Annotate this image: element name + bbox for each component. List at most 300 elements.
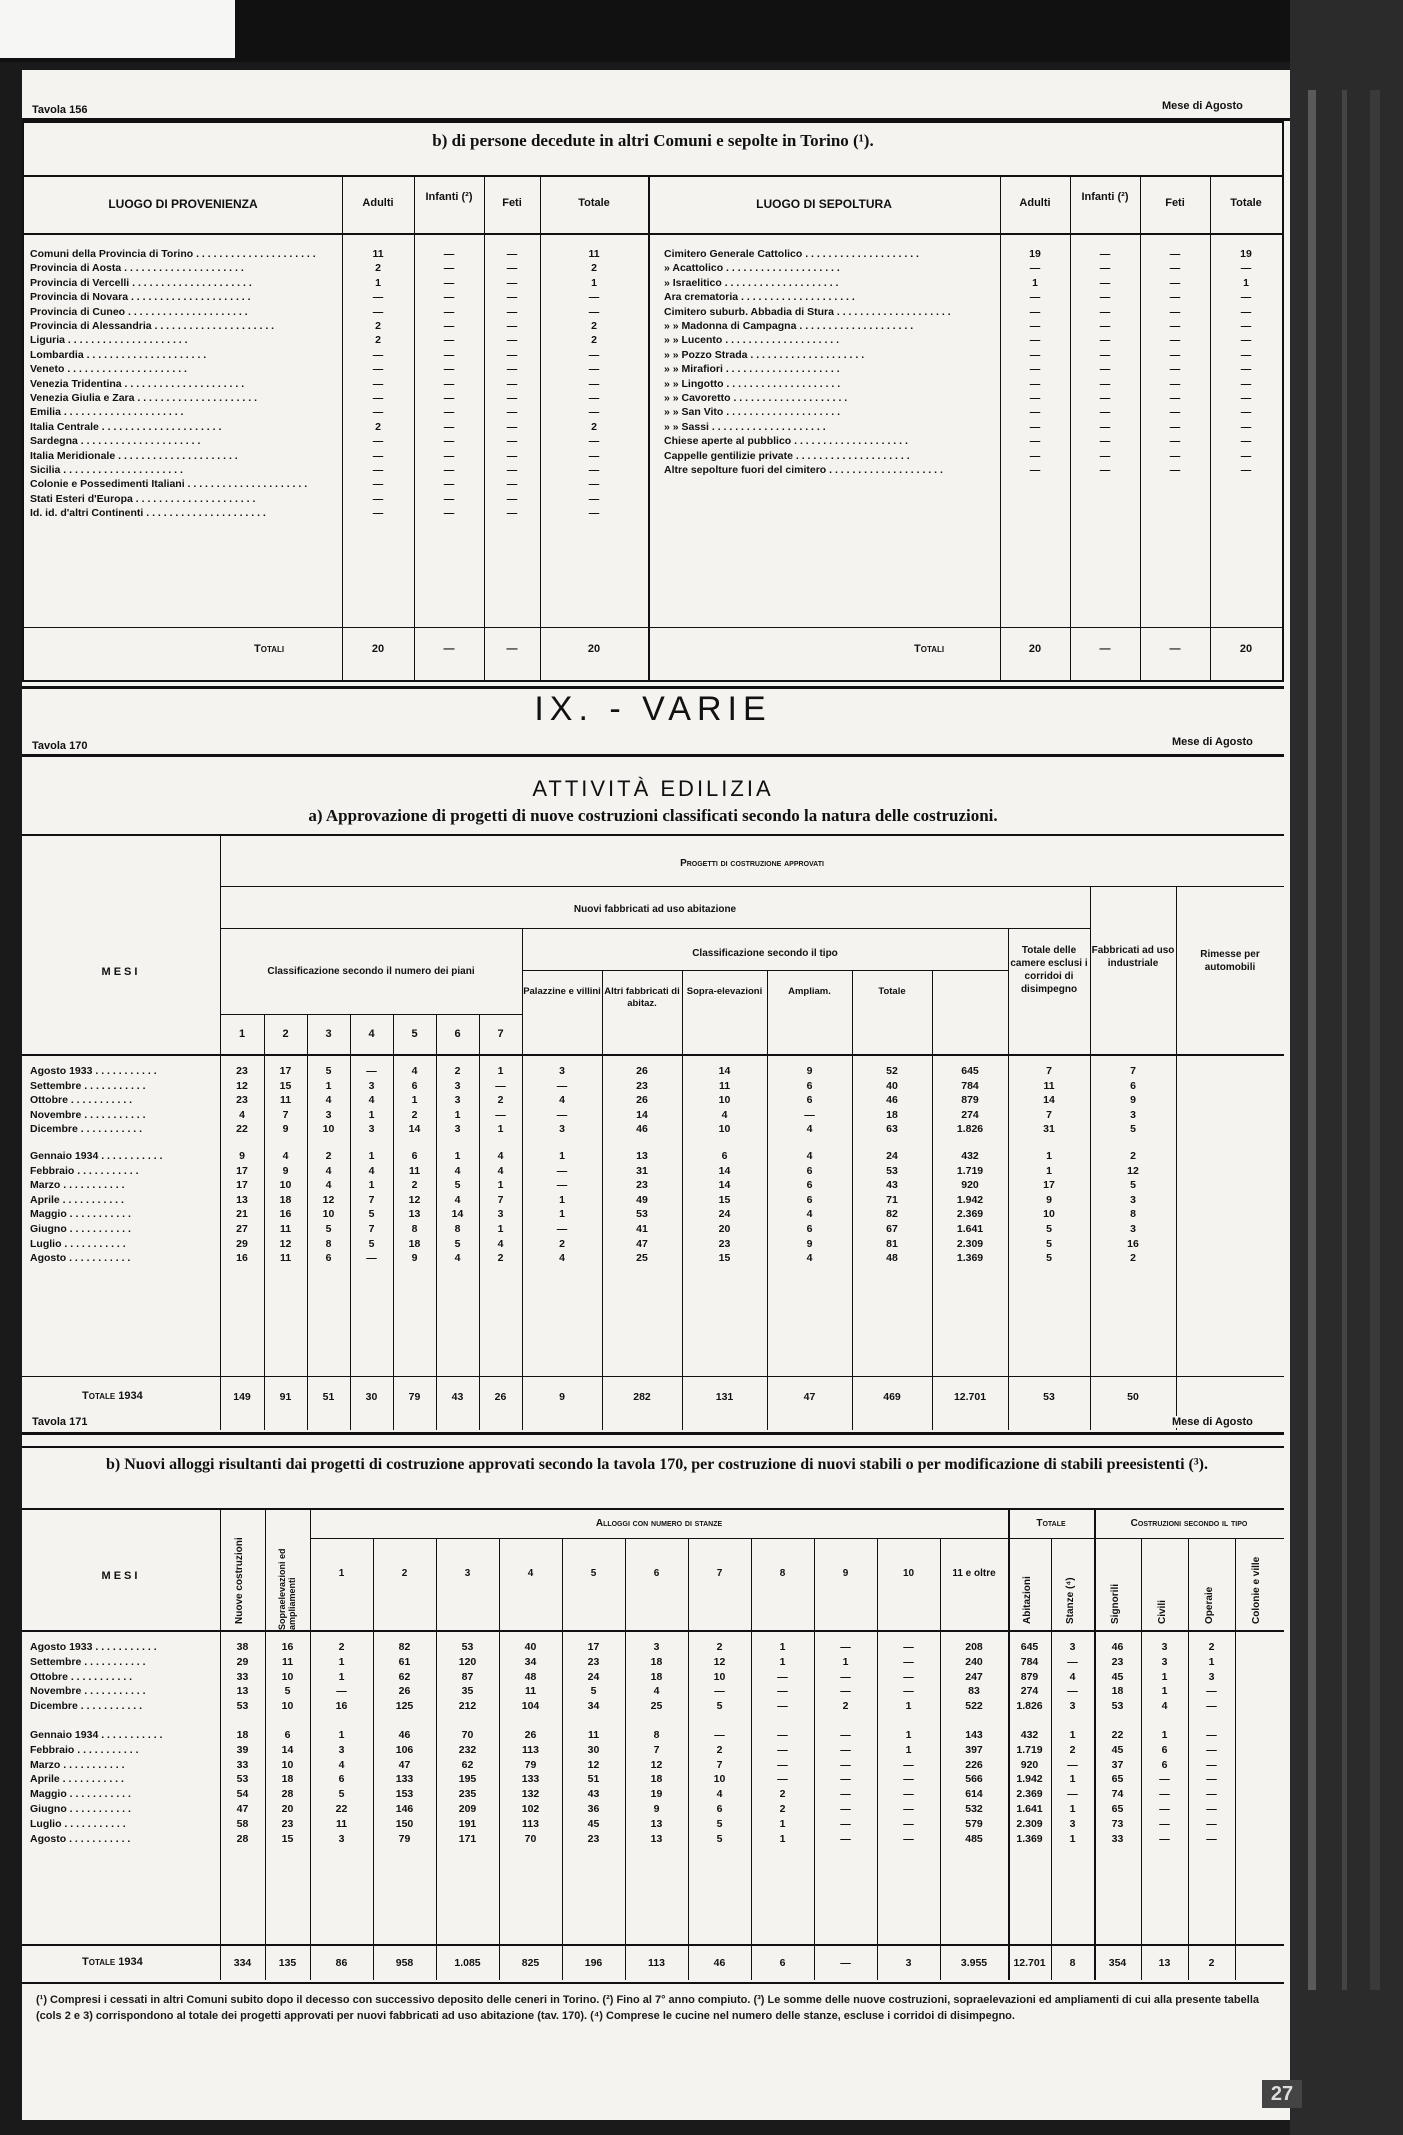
t171-cell: —	[903, 1817, 914, 1830]
t170-total-cell: 51	[322, 1391, 335, 1403]
tipo-col-header: Altri fabbricati di abitaz.	[604, 986, 680, 1009]
provenienza-label: Italia Meridionale . . . . . . . . . . . . . . . . . . . . .	[30, 449, 238, 462]
header-sepoltura: LUOGO DI SEPOLTURA	[756, 197, 892, 211]
t171-cell: —	[840, 1817, 851, 1830]
t171-total-cell: —	[840, 1957, 851, 1969]
t171-cell: 30	[587, 1743, 600, 1756]
t170-cell: 17	[236, 1179, 248, 1192]
t171-cell: 432	[1020, 1729, 1039, 1741]
t170-cell: 5	[1046, 1223, 1052, 1235]
mese-label: Luglio . . . . . . . . . . .	[30, 1237, 126, 1250]
t170-cell: 17	[279, 1065, 292, 1077]
mese-label: Giugno . . . . . . . . . . .	[30, 1223, 131, 1235]
t171-cell: 1	[1069, 1773, 1076, 1786]
t171-cell: 10	[281, 1700, 294, 1713]
total-right-adulti: 20	[1028, 643, 1042, 655]
mese-label: Agosto . . . . . . . . . . .	[30, 1832, 131, 1845]
totale-col-header	[1008, 1540, 1051, 1628]
t171-cell: 4	[1161, 1700, 1168, 1713]
t170-total-cell: 131	[715, 1391, 734, 1403]
adulti-cell: —	[372, 305, 384, 318]
t170-cell: 14	[1043, 1094, 1055, 1107]
t171-h-costr: Costruzioni secondo il tipo	[1130, 1518, 1248, 1529]
piani-col-header: 3	[325, 1028, 332, 1040]
t171-cell: 61	[398, 1655, 411, 1668]
feti-cell: —	[506, 363, 518, 376]
t170-cell: 8	[454, 1223, 461, 1235]
t171-cell: 1	[1069, 1832, 1076, 1845]
infanti-cell: —	[1099, 320, 1111, 332]
header-infanti-right: Infanti (²)	[1081, 191, 1129, 203]
adulti-cell: —	[1029, 363, 1041, 376]
t170-cell: 10	[322, 1208, 335, 1221]
t171-cell: —	[777, 1743, 788, 1756]
t170-cell: 4	[806, 1252, 813, 1265]
t170-cell: 4	[454, 1193, 461, 1206]
t171-cell: 24	[587, 1670, 600, 1683]
feti-cell: —	[506, 291, 518, 304]
t171-total-cell: 113	[648, 1957, 665, 1969]
totale-cell: 2	[591, 334, 597, 347]
t171-cell: 1	[1161, 1729, 1168, 1741]
t171-cell: 879	[1020, 1670, 1039, 1683]
t171-cell: 13	[236, 1685, 249, 1698]
t170-cell: 3	[497, 1208, 504, 1221]
t171-cell: 120	[458, 1655, 477, 1668]
t171-cell: 209	[458, 1803, 477, 1815]
t171-cell: 26	[524, 1729, 537, 1741]
t170-cell: 6	[721, 1150, 728, 1162]
t171-cell: 53	[236, 1700, 249, 1713]
t171-cell: 226	[965, 1758, 983, 1771]
t170-total-cell: 30	[365, 1391, 378, 1403]
t171-cell: 23	[1111, 1655, 1124, 1668]
t171-cell: 133	[395, 1773, 414, 1786]
t170-cell: —	[556, 1164, 568, 1177]
t171-total-cell: 1.085	[454, 1957, 481, 1969]
adulti-cell: 1	[1032, 276, 1038, 289]
t171-total-cell: 46	[713, 1957, 726, 1969]
t171-cell: 2	[842, 1700, 849, 1713]
t171-cell: 2	[1069, 1743, 1076, 1756]
mese-label: Agosto . . . . . . . . . . .	[30, 1252, 131, 1265]
t171-h-sopra: Sopraelevazioni ed ampliamenti	[277, 1548, 297, 1630]
infanti-cell: —	[443, 449, 455, 462]
t171-cell: 28	[281, 1788, 294, 1801]
t170-cell: 1	[325, 1079, 332, 1092]
adulti-cell: —	[372, 377, 384, 390]
t170-cell: 2	[411, 1179, 418, 1192]
t170-cell: 4	[806, 1208, 813, 1221]
t171-cell: 74	[1111, 1788, 1124, 1801]
t171-total-cell: 3.955	[960, 1957, 988, 1969]
t171-total-cell: 13	[1158, 1957, 1171, 1969]
totale-cell: —	[1240, 348, 1252, 361]
totale-cell: 2	[591, 262, 597, 275]
t171-cell: 3	[1069, 1700, 1076, 1713]
t170-cell: 67	[886, 1223, 898, 1235]
t171-cell: 18	[650, 1670, 663, 1683]
mese-label: Giugno . . . . . . . . . . .	[30, 1803, 131, 1815]
t171-cell: 20	[281, 1803, 294, 1815]
t170-cell: 7	[368, 1193, 375, 1206]
t171-cell: 143	[965, 1729, 983, 1741]
t170-cell: 3	[559, 1065, 565, 1077]
t171-cell: 53	[461, 1641, 474, 1653]
mese-label: Maggio . . . . . . . . . . .	[30, 1788, 131, 1801]
t171-cell: 46	[1111, 1641, 1124, 1653]
totali-label-left: Totali	[254, 643, 285, 655]
t170-cell: 71	[886, 1193, 898, 1206]
provenienza-label: Provincia di Novara . . . . . . . . . . . . . . . . . . . . .	[30, 291, 251, 304]
t171-cell: —	[777, 1700, 788, 1713]
alloggi-col-header: 6	[653, 1568, 660, 1579]
t171-cell: 10	[281, 1670, 294, 1683]
t170-cell: 16	[279, 1208, 292, 1221]
totale-cell: —	[1240, 320, 1252, 332]
infanti-cell: —	[443, 363, 455, 376]
t171-cell: 1	[779, 1641, 786, 1653]
t171-cell: 53	[1111, 1700, 1124, 1713]
t171-cell: 73	[1111, 1817, 1124, 1830]
t171-h-alloggi: Alloggi con numero di stanze	[595, 1518, 723, 1529]
t170-total-cell: 47	[803, 1391, 816, 1403]
t171-cell: 2.369	[1016, 1788, 1043, 1801]
t170-cell: 10	[718, 1123, 731, 1136]
t170-cell: 6	[806, 1094, 813, 1107]
t171-cell: —	[1159, 1803, 1170, 1815]
t170-cell: 4	[806, 1150, 813, 1162]
t171-cell: 65	[1111, 1773, 1124, 1786]
t171-cell: 18	[236, 1729, 249, 1741]
t171-cell: —	[903, 1685, 914, 1698]
t171-cell: 13	[650, 1832, 663, 1845]
feti-cell: —	[506, 262, 518, 275]
t170-cell: —	[804, 1108, 815, 1121]
sepoltura-label: » » Cavoretto . . . . . . . . . . . . . . . . . . . .	[664, 392, 848, 404]
t171-cell: —	[840, 1832, 851, 1845]
t170-cell: 14	[451, 1208, 464, 1221]
t170-cell: 81	[886, 1237, 898, 1250]
infanti-cell: —	[1099, 305, 1111, 318]
t171-cell: 6	[284, 1729, 291, 1741]
t170-cell: 11	[279, 1252, 292, 1265]
total-right-totale: 20	[1239, 643, 1253, 655]
t171-cell: 11	[587, 1729, 600, 1741]
totale-cell: 1	[1243, 276, 1249, 289]
totale-col-label: Stanze (⁴)	[1065, 1577, 1076, 1624]
t171-total-cell: 8	[1069, 1957, 1076, 1969]
totale-cell: —	[1240, 334, 1252, 347]
t170-cell: 1	[368, 1179, 375, 1192]
t171-cell: —	[777, 1773, 788, 1786]
t171-cell: 39	[236, 1743, 249, 1756]
t171-cell: 33	[236, 1670, 249, 1683]
t170-cell: 6	[806, 1223, 813, 1235]
adulti-cell: —	[1029, 377, 1041, 390]
t170-cell: 8	[411, 1223, 418, 1235]
t170-cell: 1	[497, 1223, 504, 1235]
mese-label: Dicembre . . . . . . . . . . .	[30, 1700, 143, 1713]
mese-label: Marzo . . . . . . . . . . .	[30, 1179, 125, 1192]
sepoltura-label: » » Madonna di Campagna . . . . . . . . . . . . . . . . . . . .	[664, 320, 914, 332]
t170-cell: 14	[718, 1065, 731, 1077]
t171-cell: —	[1206, 1729, 1217, 1741]
t170-cell: 3	[559, 1123, 565, 1136]
t171-cell: 274	[1020, 1685, 1039, 1698]
adulti-cell: 2	[375, 334, 381, 347]
t171-cell: 125	[395, 1700, 414, 1713]
t171-cell: 22	[335, 1803, 348, 1815]
t170-cell: 7	[1130, 1065, 1136, 1077]
t171-cell: 33	[1111, 1832, 1124, 1845]
t170-cell: 2.369	[956, 1208, 984, 1221]
infanti-cell: —	[443, 377, 455, 390]
t170-total-cell: 12.701	[953, 1391, 987, 1403]
t171-cell: 6	[338, 1773, 345, 1786]
t170-cell: 10	[322, 1123, 335, 1136]
t170-cell: —	[556, 1179, 568, 1192]
t170-cell: 1.826	[956, 1123, 984, 1136]
t171-cell: —	[1206, 1700, 1217, 1713]
t170-cell: 23	[236, 1065, 248, 1077]
t171-cell: 1	[1069, 1729, 1076, 1741]
totale-cell: 2	[591, 320, 597, 332]
t171-cell: —	[777, 1670, 788, 1683]
adulti-cell: —	[372, 348, 384, 361]
t170-cell: 15	[279, 1079, 292, 1092]
t170-cell: 2	[325, 1150, 332, 1162]
t170-cell: 4	[325, 1094, 332, 1107]
infanti-cell: —	[1099, 449, 1111, 462]
totale-cell: —	[1240, 392, 1252, 404]
infanti-cell: —	[1099, 334, 1111, 347]
t170-subtitle: a) Approvazione di progetti di nuove costruzioni classificati secondo la natura delle costruzioni.	[308, 806, 998, 825]
t170-total-cell: 91	[279, 1391, 292, 1403]
t170-total-cell: 53	[1043, 1391, 1055, 1403]
feti-cell: —	[506, 334, 518, 347]
t171-cell: —	[903, 1641, 914, 1653]
piani-col-header: 4	[368, 1028, 375, 1040]
t170-cell: 1	[411, 1094, 418, 1107]
t170-cell: 879	[961, 1094, 979, 1107]
t171-cell: 8	[653, 1729, 660, 1741]
t170-cell: 23	[636, 1179, 648, 1192]
t171-cell: 1.826	[1016, 1700, 1043, 1713]
infanti-cell: —	[1099, 392, 1111, 404]
t171-cell: 51	[587, 1773, 600, 1786]
totale-cell: —	[588, 348, 600, 361]
sepoltura-label: » » Mirafiori . . . . . . . . . . . . . . . . . . . .	[664, 363, 840, 376]
t170-cell: 1	[368, 1108, 375, 1121]
t171-cell: 1	[1208, 1655, 1215, 1668]
t171-cell: 11	[335, 1817, 348, 1830]
tipo-col-header: Totale	[878, 986, 906, 997]
t171-cell: 83	[968, 1685, 980, 1698]
infanti-cell: —	[443, 478, 455, 491]
t171-cell: —	[903, 1788, 914, 1801]
t171-cell: 70	[461, 1729, 474, 1741]
t171-total-cell: 135	[278, 1957, 297, 1969]
feti-cell: —	[506, 392, 518, 404]
t170-cell: 3	[368, 1079, 375, 1092]
feti-cell: —	[1169, 291, 1181, 304]
alloggi-col-header: 4	[527, 1568, 534, 1579]
t170-cell: 6	[1130, 1079, 1136, 1092]
t170-cell: 5	[454, 1179, 461, 1192]
infanti-cell: —	[443, 262, 455, 275]
t170-cell: 22	[236, 1123, 248, 1136]
t170-cell: 47	[636, 1237, 648, 1250]
t171-cell: 65	[1111, 1803, 1124, 1815]
t170-cell: 5	[368, 1237, 375, 1250]
t170-cell: 6	[806, 1164, 813, 1177]
t170-cell: 6	[806, 1179, 813, 1192]
t171-cell: 16	[281, 1641, 294, 1653]
t170-cell: 26	[636, 1065, 648, 1077]
alloggi-col-header: 9	[842, 1568, 849, 1579]
totale-cell: —	[588, 363, 600, 376]
t171-cell: 62	[461, 1758, 474, 1771]
provenienza-label: Emilia . . . . . . . . . . . . . . . . . . . . .	[30, 406, 184, 419]
t171-total-cell: 6	[779, 1957, 786, 1969]
adulti-cell: —	[1029, 435, 1041, 448]
t171-cell: 1.641	[1016, 1803, 1043, 1815]
feti-cell: —	[1169, 406, 1181, 419]
header-adulti-right: Adulti	[1019, 197, 1051, 209]
t171-cell: —	[1206, 1817, 1217, 1830]
provenienza-label: Sardegna . . . . . . . . . . . . . . . . . . . . .	[30, 435, 201, 448]
t170-cell: 7	[1046, 1065, 1052, 1077]
mese-label: Settembre . . . . . . . . . . .	[30, 1079, 146, 1092]
t171-cell: 6	[1161, 1758, 1168, 1771]
table-label-170: Tavola 170	[32, 740, 88, 752]
t171-cell: 5	[590, 1685, 597, 1698]
t170-cell: 53	[636, 1208, 648, 1221]
t170-cell: 7	[282, 1108, 289, 1121]
t170-cell: 17	[236, 1164, 248, 1177]
alloggi-col-header: 5	[590, 1568, 597, 1579]
t171-cell: —	[840, 1758, 851, 1771]
adulti-cell: 2	[375, 420, 381, 433]
totale-cell: 11	[588, 248, 600, 260]
feti-cell: —	[1169, 262, 1181, 275]
table-label-156: Tavola 156	[32, 104, 88, 116]
infanti-cell: —	[1099, 420, 1111, 433]
col-rule	[1235, 1538, 1236, 1980]
t171-cell: 5	[338, 1788, 345, 1801]
infanti-cell: —	[443, 276, 455, 289]
feti-cell: —	[506, 464, 518, 476]
t171-cell: 566	[965, 1773, 983, 1786]
t171-cell: 10	[281, 1758, 294, 1771]
t171-cell: 153	[395, 1788, 414, 1801]
t170-cell: 31	[1043, 1123, 1055, 1136]
adulti-cell: —	[372, 392, 384, 404]
feti-cell: —	[506, 406, 518, 419]
t171-cell: 1	[1161, 1670, 1168, 1683]
t171-cell: 3	[1208, 1670, 1215, 1683]
t171-cell: 82	[398, 1641, 411, 1653]
mese-label: Maggio . . . . . . . . . . .	[30, 1208, 131, 1221]
t170-cell: 1.641	[956, 1223, 984, 1235]
alloggi-col-header: 11 e oltre	[952, 1568, 996, 1579]
provenienza-label: Stati Esteri d'Europa . . . . . . . . . . . . . . . . . . . . .	[30, 492, 256, 505]
totale-cell: —	[1240, 262, 1252, 275]
t170-cell: —	[495, 1108, 506, 1121]
t170-cell: 9	[239, 1150, 245, 1162]
t170-cell: 43	[886, 1179, 898, 1192]
feti-cell: —	[506, 348, 518, 361]
t170-cell: —	[366, 1065, 377, 1077]
header-infanti-left: Infanti (²)	[425, 191, 473, 203]
header-adulti-left: Adulti	[362, 197, 394, 209]
infanti-cell: —	[1099, 435, 1111, 448]
mese-label: Gennaio 1934 . . . . . . . . . . .	[30, 1150, 163, 1162]
sepoltura-label: Cimitero Generale Cattolico . . . . . . . . . . . . . . . . . . . .	[664, 248, 919, 260]
t170-cell: 1	[454, 1150, 461, 1162]
t170-cell: 2.309	[956, 1237, 984, 1250]
t171-total-cell: 196	[584, 1957, 603, 1969]
t170-cell: 2	[411, 1108, 418, 1121]
adulti-cell: —	[372, 435, 384, 448]
totale-cell: —	[588, 492, 600, 505]
t171-total-cell: 2	[1208, 1957, 1215, 1969]
provenienza-label: Liguria . . . . . . . . . . . . . . . . . . . . .	[30, 334, 188, 347]
t170-cell: 26	[636, 1094, 648, 1107]
t170-cell: 41	[636, 1223, 648, 1235]
feti-cell: —	[1169, 464, 1181, 476]
t171-cell: 19	[650, 1788, 663, 1801]
t170-total-cell: 50	[1127, 1391, 1139, 1403]
infanti-cell: —	[1099, 406, 1111, 419]
t170-cell: 12	[408, 1193, 421, 1206]
t171-cell: 247	[965, 1670, 983, 1683]
t170-cell: 1	[368, 1150, 375, 1162]
t170-total-cell: 149	[233, 1391, 251, 1403]
t171-cell: 15	[281, 1832, 294, 1845]
mese-label: Aprile . . . . . . . . . . .	[30, 1193, 124, 1206]
adulti-cell: —	[372, 363, 384, 376]
adulti-cell: —	[1029, 262, 1041, 275]
t171-cell: 191	[458, 1817, 477, 1830]
costr-col-header	[1235, 1540, 1284, 1628]
t170-h-camere: Totale delle camere esclusi i corridoi di disimpegno	[1010, 945, 1088, 995]
t171-h-nuove: Nuove costruzioni	[234, 1537, 245, 1624]
t171-cell: 920	[1020, 1758, 1039, 1771]
t170-cell: 11	[279, 1094, 292, 1107]
t171-cell: 113	[522, 1817, 539, 1830]
t171-cell: —	[903, 1773, 914, 1786]
t170-cell: 5	[1046, 1252, 1052, 1265]
feti-cell: —	[506, 478, 518, 491]
t170-cell: 9	[411, 1252, 418, 1265]
feti-cell: —	[506, 377, 518, 390]
t170-cell: 4	[497, 1237, 504, 1250]
adulti-cell: 2	[375, 320, 381, 332]
feti-cell: —	[1169, 320, 1181, 332]
feti-cell: —	[1169, 348, 1181, 361]
t171-cell: 29	[236, 1655, 249, 1668]
mese-label: Settembre . . . . . . . . . . .	[30, 1655, 146, 1668]
t170-cell: 3	[325, 1108, 332, 1121]
adulti-cell: —	[1029, 305, 1041, 318]
t171-cell: 12	[713, 1655, 726, 1668]
t171-cell: 11	[281, 1655, 294, 1668]
totale-cell: —	[588, 305, 600, 318]
total-left-feti: —	[506, 643, 518, 655]
feti-cell: —	[506, 492, 518, 505]
